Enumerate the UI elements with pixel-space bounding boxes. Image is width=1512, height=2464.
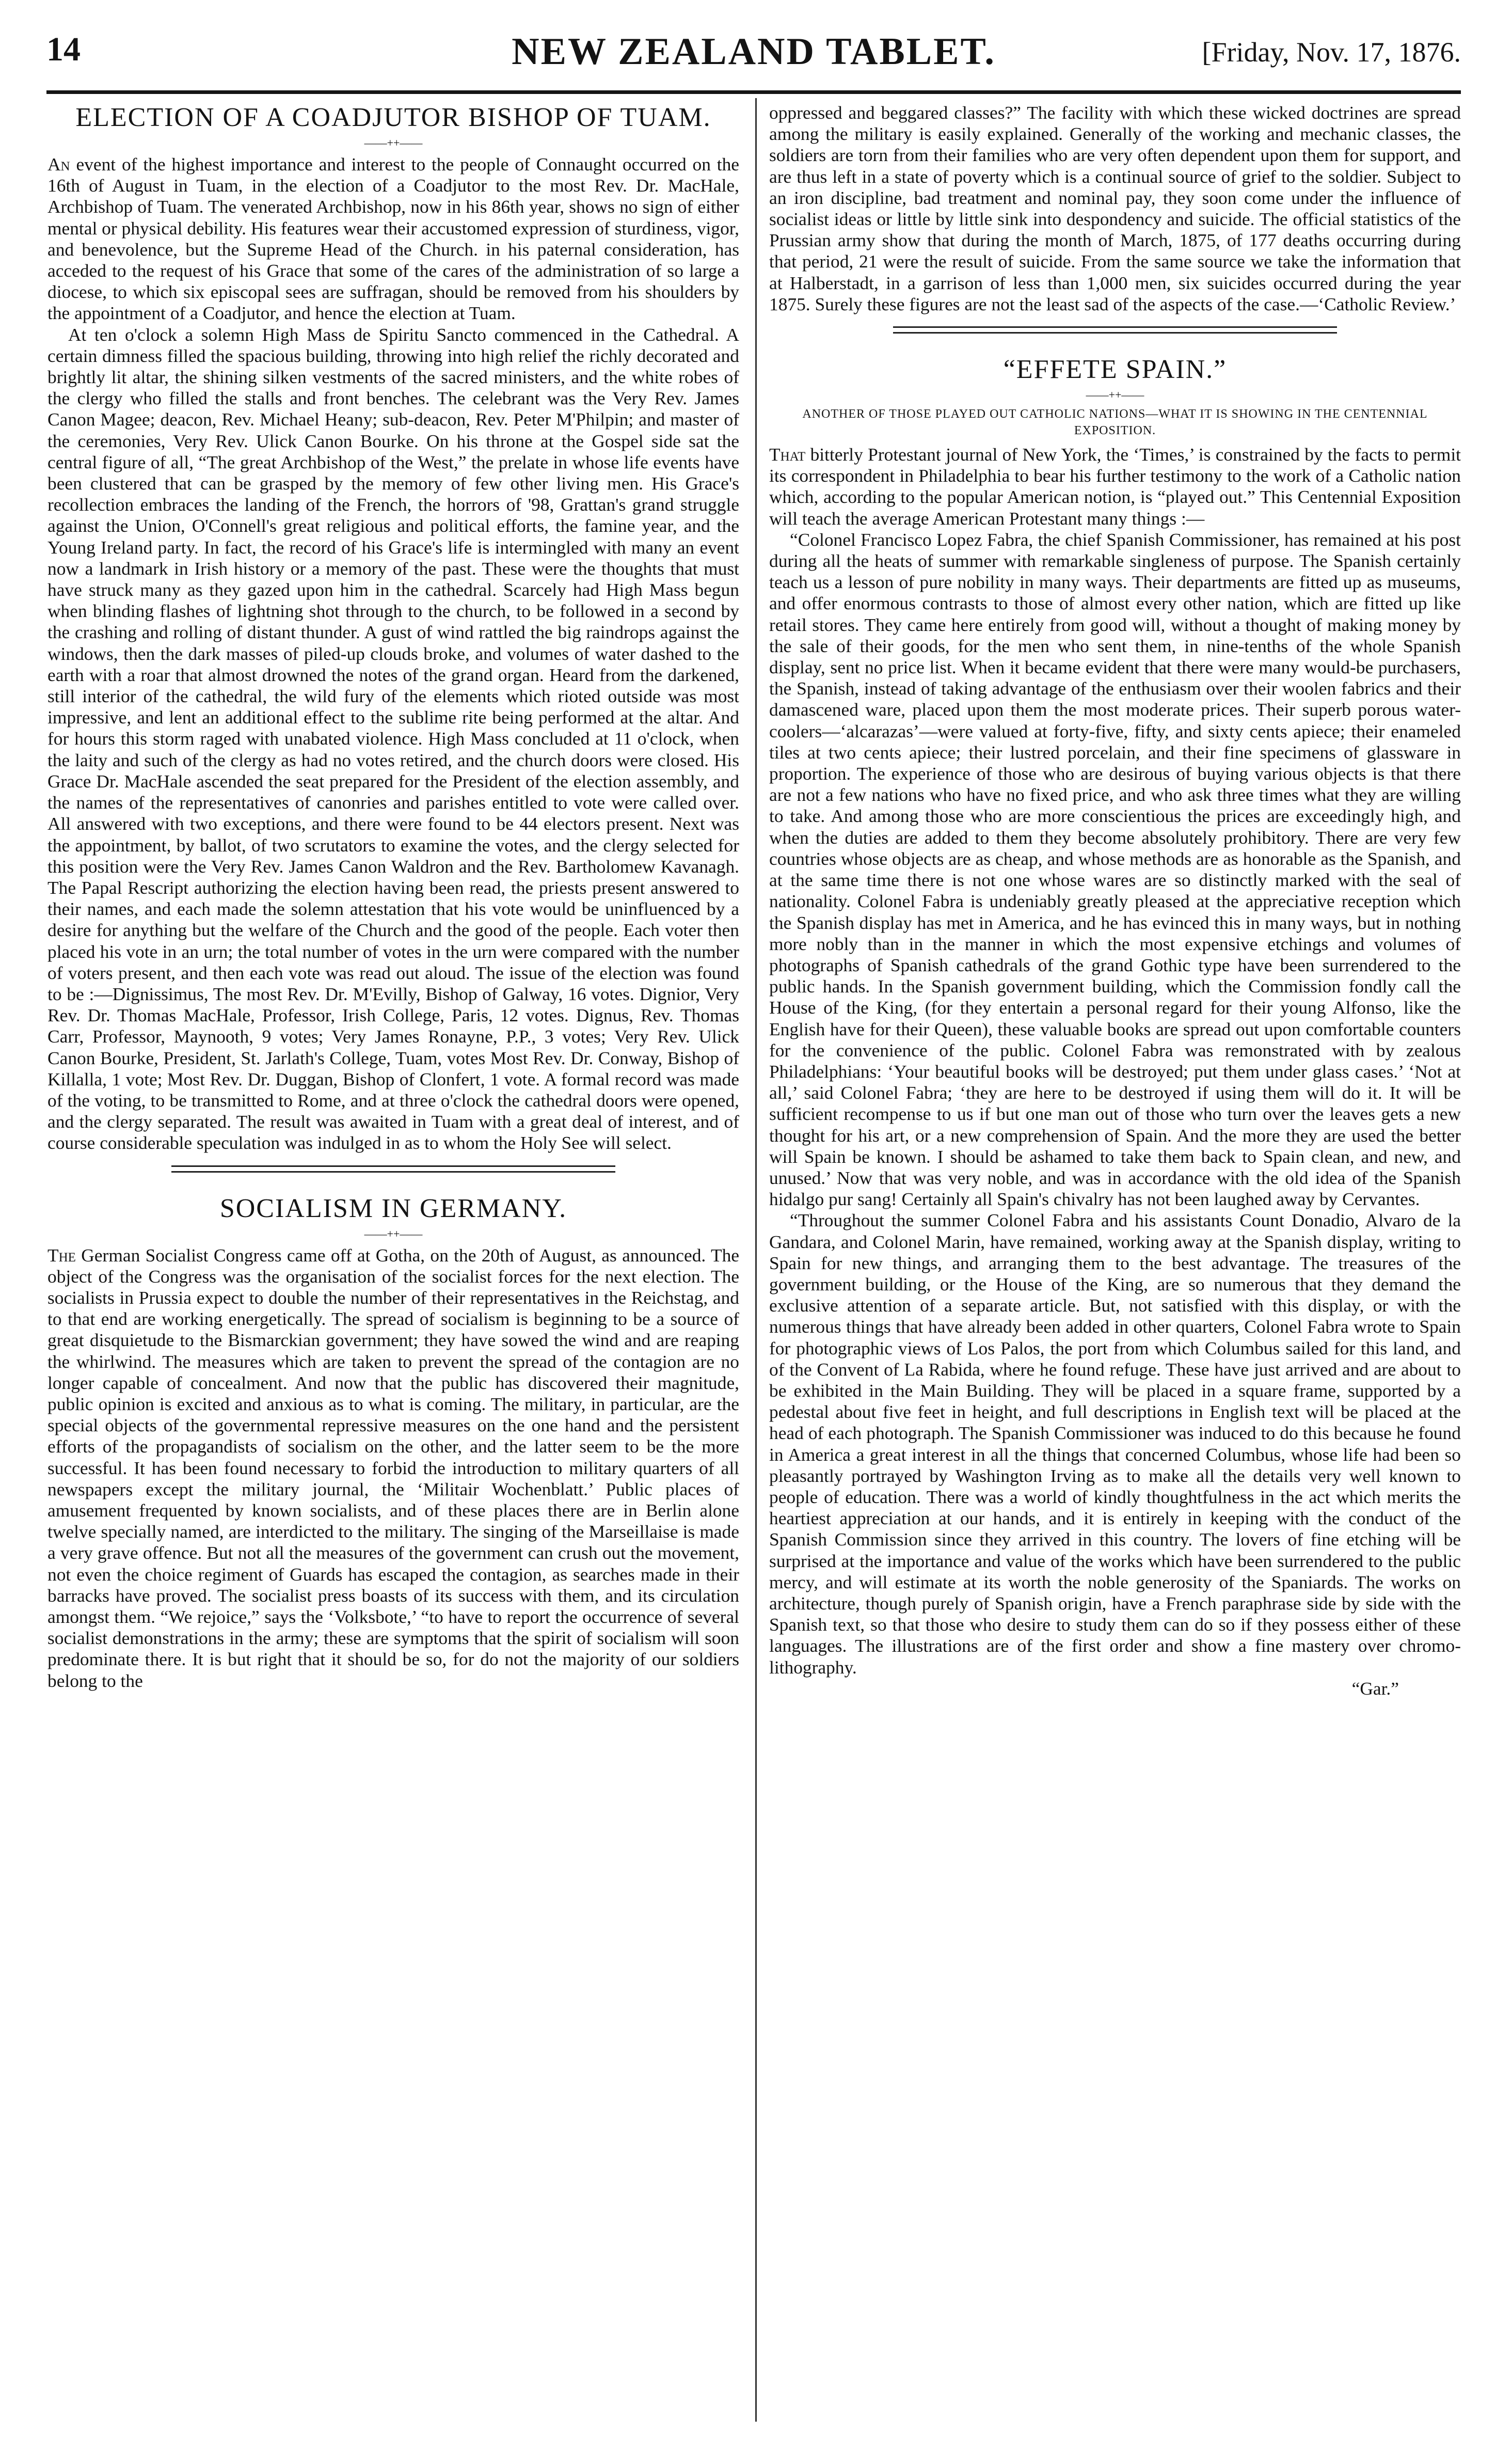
article-paragraph: [769, 444, 1461, 529]
article-headline: ELECTION OF A COADJUTOR BISHOP OF TUAM.: [75, 103, 711, 132]
article-signature: “Gar.”: [1351, 1678, 1399, 1699]
issue-date: [Friday, Nov. 17, 1876.: [1202, 37, 1461, 68]
article-headline: SOCIALISM IN GERMANY.: [219, 1193, 567, 1223]
article-paragraph: [47, 154, 739, 324]
lead-word: The: [47, 1244, 76, 1266]
lead-word: That: [769, 444, 806, 465]
article-headline: “EFFETE SPAIN.”: [1003, 355, 1227, 385]
article-election: [47, 102, 739, 1154]
article-subheadline: ANOTHER OF THOSE PLAYED OUT CATHOLIC NATIONS—WHAT IT IS SHOWING IN THE CENTENNIAL EXPOSITION.: [802, 407, 1428, 438]
lead-word: An: [47, 154, 70, 175]
section-divider: [893, 326, 1337, 334]
article-socialism: [47, 1193, 739, 1692]
article-paragraph: “Throughout the summer Colonel Fabra and his assistants Count Donadio, Alvaro de la Gandara, and Colonel Marin, have remained, working away at the Spanish display, writing to Spain for new things, and arranging them to the best advantage. The treasures of the government building, or the House of the King, are so numerous that they demand the exclusive attention of a separate article. But, not satisfied with this display, or with the numerous things that have already been added in other quarters, Colonel Fabra wrote to Spain for photographic views of Los Palos, the port from which Columbus sailed for this land, and of the Convent of La Rabida, where he found refuge. These have just arrived and are about to be exhibited in the Main Building. They will be placed in a square frame, supported by a pedestal about five feet in height, and full descriptions in English text will be placed at the head of each photograph. The Spanish Commissioner was induced to do this because he found in America a great interest in all the things that concerned Columbus, whose life had been so pleasantly portrayed by Washington Irving as to make all the details very well known to people of education. There was a world of kindly thoughtfulness in the act which merits the heartiest appreciation at our hands, and it is entirely in keeping with the conduct of the Spanish Commission since they arrived in this country. The lovers of fine etching will be surprised at the importance and value of the works which have been surrendered to the public mercy, and will estimate at its worth the noble generosity of the Spaniards. The works on architecture, though purely of Spanish origin, have a French paraphrase side by side with the Spanish text, so that those who desire to study them can do so if they possess either of these languages. The illustrations are of the first order and show a fine mastery over chromo-lithography.: [769, 1210, 1461, 1678]
article-paragraph: At ten o'clock a solemn High Mass de Spiritu Sancto commenced in the Cathedral. A certain dimness filled the spacious building, throwing into high relief the richly decorated and brightly lit altar, the shining silken vestments of the sacred ministers, and the white robes of the clergy who filled the stalls and front benches. The celebrant was the Very Rev. James Canon Magee; deacon, Rev. Michael Heany; sub-deacon, Rev. Peter M'Philpin; and master of the ceremonies, Very Rev. Ulick Canon Bourke. On his throne at the Gospel side sat the central figure of all, “The great Archbishop of the West,” the prelate in whose life events have been clustered that can be grasped by the memory of few other living men. His Grace's recollection embraces the landing of the French, the horrors of '98, Grattan's grand struggle against the Union, O'Connell's great religious and political efforts, the famine year, and the Young Ireland party. In fact, the record of his Grace's life is intermingled with many an event now a landmark in Irish history or a memory of the past. These were the thoughts that must have struck many as they gazed upon him in the cathedral. Scarcely had High Mass begun when blinding flashes of lightning shot through to the church, to be followed in a second by the crashing and rolling of distant thunder. A gust of wind rattled the big raindrops against the windows, then the dark masses of piled-up clouds broke, and volumes of water dashed to the earth with a roar that almost drowned the notes of the grand organ. Heard from the darkened, still interior of the cathedral, the wild fury of the elements which rioted outside was most impressive, and lent an additional effect to the sublime rite being performed at the altar. And for hours this storm raged with unabated violence. High Mass concluded at 11 o'clock, when the laity and such of the clergy as had no votes retired, and the church doors were closed. His Grace Dr. MacHale ascended the seat prepared for the President of the election assembly, and the names of the representatives of canonries and parishes entitled to vote were called over. All answered with two exceptions, and there were found to be 44 electors present. Next was the appointment, by ballot, of two scrutators to examine the votes, and the clergy selected for this position were the Very Rev. James Canon Waldron and the Rev. Bartholomew Kavanagh. The Papal Rescript authorizing the election having been read, the priests present answered to their names, and each made the solemn attestation that his vote would be uninfluenced by a desire for anything but the welfare of the Church and the good of the people. Each voter then placed his vote in an urn; the total number of votes in the urn were compared with the number of voters present, and then each vote was read out aloud. The issue of the election was found to be :—Dignissimus, The most Rev. Dr. M'Evilly, Bishop of Galway, 16 votes. Dignior, Very Rev. Dr. Thomas MacHale, Professor, Irish College, Paris, 12 votes. Dignus, Rev. Thomas Carr, Professor, Maynooth, 9 votes; Very James Ronayne, P.P., 3 votes; Very Rev. Ulick Canon Bourke, President, St. Jarlath's College, Tuam, votes Most Rev. Dr. Conway, Bishop of Killalla, 1 vote; Most Rev. Dr. Duggan, Bishop of Clonfert, 1 vote. A formal record was made of the voting, to be transmitted to Rome, and at three o'clock the cathedral doors were opened, and the clergy separated. The result was awaited in Tuam with a great deal of interest, and of course considerable speculation was indulged in as to whom the Holy See will select.: [47, 324, 739, 1154]
newspaper-title: NEW ZEALAND TABLET.: [512, 30, 996, 73]
section-divider: [171, 1165, 615, 1173]
article-paragraph: “Colonel Francisco Lopez Fabra, the chief Spanish Commissioner, has remained at his post during all the heats of summer with remarkable singleness of purpose. The Spanish certainly teach us a lesson of pure nobility in many ways. Their departments are fitted up as museums, and offer enormous contrasts to those of almost every other nation, which are fitted up like retail stores. They came here entirely from good will, without a thought of making money by the sale of their goods, for the men who sent them, in nine-tenths of the whole Spanish display, sent no price list. When it became evident that there were many would-be purchasers, the Spanish, instead of taking advantage of the enthusiasm over their woolen fabrics and their damascened ware, placed upon them the most moderate prices. Their superb porous water-coolers—‘alcarazas’—were valued at forty-five, fifty, and sixty cents apiece; their enameled tiles at two cents apiece; their lustred porcelain, and their fine specimens of glassware in proportion. The experience of those who are desirous of buying various objects is that there are not a few nations who have no fixed price, and who ask three times what they are willing to take. And among those who are more conscientious the prices are exceedingly high, and when the duties are added to them they become absolutely prohibitory. There are very few countries whose objects are as cheap, and whose methods are as honorable as the Spanish, and at the same time there is not one whose wares are so distinctly marked with the seal of nationality. Colonel Fabra is undeniably greatly pleased at the appreciative reception which the Spanish display has met in America, and he has evinced this in many ways, but in nothing more nobly than in the manner in which the most expensive etchings and volumes of photographs of Spanish cathedrals of the grand Gothic type have been surrendered to the public hands. In the Spanish government building, which the Commission fondly call the House of the King, (for they entertain a personal regard for their young Alfonso, like the English have for their Queen), these valuable books are spread out upon comfortable counters for the convenience of the public. Colonel Fabra was remonstrated with by zealous Philadelphians: ‘Your beautiful books will be destroyed; put them under glass cases.’ ‘Not at all,’ said Colonel Fabra; ‘they are here to be destroyed if using them will do it. It will be sufficient recompense to us if but one man out of those who turn over the leaves gets a new thought for his art, or a new comprehension of Spain. And the more they are used the better will Spain be known. I should be ashamed to take them back to Spain clean, and new, and unused.’ Now that was very noble, and was in accordance with the old idea of the Spanish hidalgo pur sang! Certainly all Spain's chivalry has not been laughed away by Cervantes.: [769, 529, 1461, 1210]
left-column: [47, 102, 739, 1692]
paragraph-text: event of the highest importance and interest to the people of Connaught occurred on the 16th of August in Tuam, in the election of a Coadjutor to the most Rev. Dr. MacHale, Archbishop of Tuam. The venerated Archbishop, now in his 86th year, shows no sign of either mental or physical debility. His features wear their accustomed expression of sturdiness, vigor, and benevolence, but the Supreme Head of the Church. in his paternal consideration, has acceded to the request of his Grace that some of the cares of the administration of so large a diocese, to which six episcopal sees are suffragan, should be removed from his shoulders by the appointment of a Coadjutor, and hence the election at Tuam.: [47, 154, 739, 324]
ornament-rule: ——++——: [1086, 388, 1144, 402]
article-paragraph: [47, 1245, 739, 1692]
paragraph-text: bitterly Protestant journal of New York, the ‘Times,’ is constrained by the facts to permit its correspondent in Philadelphia to bear his further testimony to the work of a Catholic nation which, according to the popular American notion, is “played out.” This Centennial Exposition will teach the average American Protestant many things :—: [769, 444, 1461, 529]
column-divider: [755, 98, 757, 2422]
right-column: [769, 102, 1461, 1699]
article-spain: [769, 354, 1461, 1699]
masthead: [46, 30, 1461, 87]
masthead-rule: [46, 90, 1461, 94]
page-number: 14: [46, 30, 81, 68]
paragraph-text: German Socialist Congress came off at Gotha, on the 20th of August, as announced. The object of the Congress was the organisation of the socialist forces for the next election. The socialists in Prussia expect to double the number of their representatives in the Reichstag, and to that end are working energetically. The spread of socialism is beginning to be a source of great disquietude to the Bismarckian government; they have sowed the wind and are reaping the whirlwind. The measures which are taken to prevent the spread of the contagion are no longer capable of concealment. And now that the public has discovered their magnitude, public opinion is excited and anxious as to what is coming. The military, in particular, are the special objects of the governmental repressive measures on the one hand and the persistent efforts of the propagandists of socialism on the other, and the latter seem to be the more successful. It has been found necessary to forbid the introduction to military quarters of all newspapers except the military journal, the ‘Militair Wochenblatt.’ Public places of amusement frequented by known socialists, and of these places there are in Berlin alone twelve specially named, are interdicted to the military. The singing of the Marseillaise is made a very grave offence. But not all the measures of the government can crush out the movement, not even the choice regiment of Guards has escaped the contagion, as searches made in their barracks have proved. The socialist press boasts of its success with them, and its circulation amongst them. “We rejoice,” says the ‘Volksbote,’ “to have to report the occurrence of several socialist demonstrations in the army; these are symptoms that the spirit of socialism will soon predominate there. It is but right that it should be so, for do not the majority of our soldiers belong to the: [47, 1244, 739, 1691]
ornament-rule: ——++——: [364, 1227, 423, 1240]
article-continuation: oppressed and beggared classes?” The facility with which these wicked doctrines are spread among the military is easily explained. Generally of the working and mechanic classes, the soldiers are torn from their families who are very often dependent upon them for support, and are thus left in a state of poverty which is a continual source of grief to the soldier. Subject to an iron discipline, bad treatment and nominal pay, they soon come under the influence of socialist ideas or little by little sink into despondency and suicide. The official statistics of the Prussian army show that during the month of March, 1875, of 177 deaths occurring during that period, 21 were the result of suicide. From the same source we take the information that at Halberstadt, in a garrison of less than 1,000 men, six suicides occurred during the year 1875. Surely these figures are not the least sad of the aspects of the case.—‘Catholic Review.’: [769, 102, 1461, 314]
ornament-rule: ——++——: [364, 136, 423, 149]
